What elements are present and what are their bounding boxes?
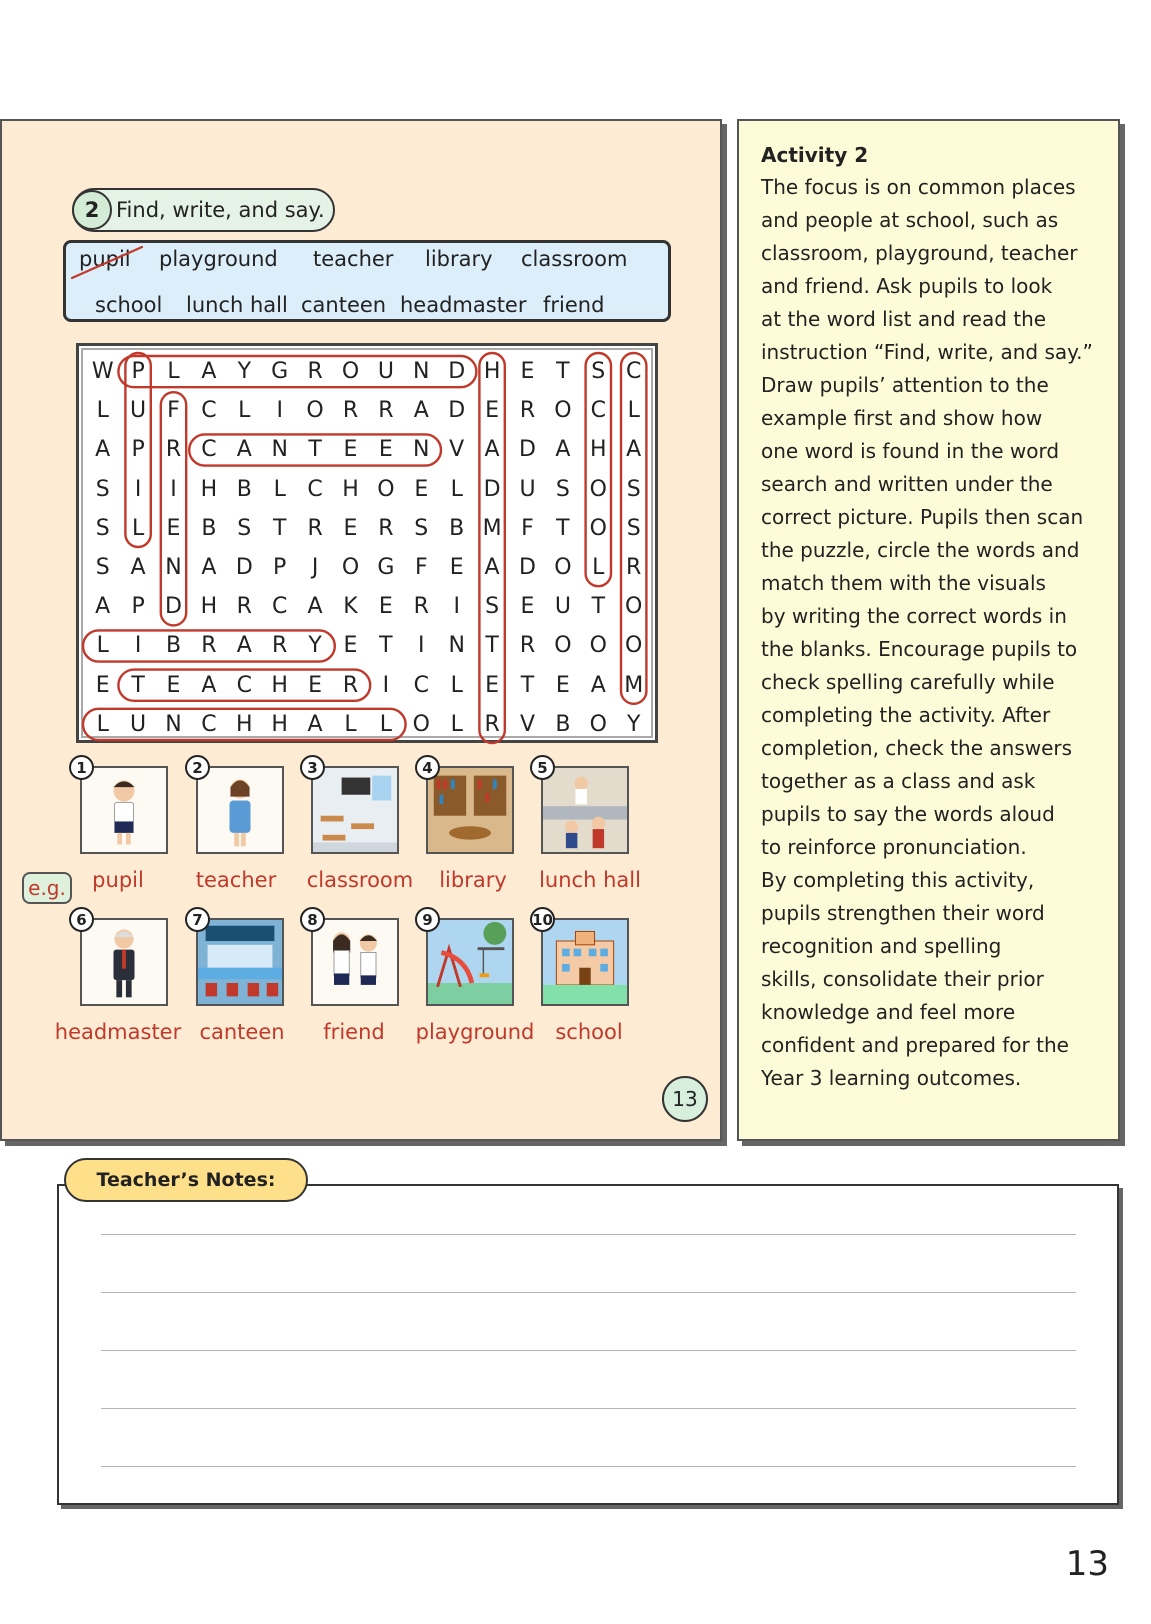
picture-number: 10 <box>530 907 555 932</box>
answer-label: teacher <box>195 868 277 892</box>
grid-letter: H <box>271 672 288 698</box>
grid-letter: T <box>131 672 145 698</box>
grid-letter: G <box>271 359 289 385</box>
grid-letter: O <box>625 633 643 659</box>
grid-letter: H <box>200 476 218 502</box>
grid-letter: A <box>95 437 111 463</box>
grid-letter: T <box>591 594 606 620</box>
grid-letter: S <box>95 555 110 581</box>
grid-letter: N <box>413 359 430 385</box>
circled-word-classroom <box>621 353 646 704</box>
grid-letter: K <box>343 594 358 620</box>
grid-letter: U <box>519 476 536 502</box>
grid-letter: S <box>626 515 641 541</box>
grid-letter: R <box>378 515 394 541</box>
grid-letter: C <box>201 398 217 424</box>
grid-letter: E <box>449 555 464 581</box>
school-building-illustration-icon <box>541 918 629 1006</box>
grid-letter: A <box>201 555 217 581</box>
grid-letter: R <box>165 437 182 463</box>
grid-letter: R <box>236 594 252 620</box>
grid-letter: V <box>449 437 465 463</box>
grid-letter: M <box>624 672 644 698</box>
grid-letter: S <box>95 515 110 541</box>
grid-letter: E <box>485 672 500 698</box>
grid-letter: L <box>273 476 286 502</box>
word-bank-item: playground <box>159 247 278 271</box>
grid-letter: D <box>448 359 466 385</box>
grid-letter: H <box>271 711 288 737</box>
grid-letter: S <box>414 515 429 541</box>
writing-line <box>101 1292 1076 1293</box>
grid-letter: E <box>378 437 393 463</box>
picture-number: 3 <box>300 755 325 780</box>
grid-letter: C <box>590 398 606 424</box>
grid-letter: S <box>485 594 500 620</box>
answer-label: school <box>555 1020 623 1044</box>
grid-letter: P <box>131 359 145 385</box>
grid-letter: C <box>201 437 217 463</box>
grid-letter: B <box>201 515 217 541</box>
grid-letter: M <box>482 515 502 541</box>
grid-letter: T <box>308 437 322 463</box>
circled-word-playground <box>118 356 476 387</box>
circled-word-canteen <box>189 434 441 465</box>
grid-letter: L <box>131 515 145 541</box>
grid-letter: E <box>343 515 358 541</box>
headmaster-illustration-icon <box>80 918 168 1006</box>
grid-letter: H <box>200 594 218 620</box>
grid-letter: S <box>237 515 252 541</box>
answer-label: friend <box>323 1020 385 1044</box>
grid-letter: A <box>201 359 217 385</box>
circled-word-teacher <box>118 670 370 701</box>
grid-letter: R <box>307 359 323 385</box>
grid-letter: A <box>626 437 642 463</box>
instruction-text: Find, write, and say. <box>116 198 325 222</box>
writing-line <box>101 1408 1076 1409</box>
grid-letter: A <box>130 555 146 581</box>
grid-letter: L <box>450 672 463 698</box>
grid-letter: U <box>554 594 571 620</box>
picture-number: 1 <box>69 755 94 780</box>
grid-letter: O <box>554 555 572 581</box>
grid-letter: A <box>484 555 500 581</box>
grid-letter: T <box>485 633 499 659</box>
grid-letter: D <box>519 437 536 463</box>
grid-letter: S <box>591 359 606 385</box>
grid-letter: B <box>165 633 182 659</box>
word-bank-item: teacher <box>313 247 394 271</box>
grid-letter: O <box>625 594 643 620</box>
grid-letter: R <box>342 672 359 698</box>
picture-number: 9 <box>415 907 440 932</box>
grid-letter: I <box>418 633 425 659</box>
answer-label: lunch hall <box>539 868 641 892</box>
grid-letter: A <box>590 672 606 698</box>
grid-letter: C <box>413 672 429 698</box>
grid-letter: N <box>448 633 465 659</box>
grid-letter: O <box>589 711 607 737</box>
activity-instruction <box>72 188 335 232</box>
grid-letter: I <box>134 476 142 502</box>
word-bank-item: headmaster <box>400 293 527 317</box>
picture-number: 2 <box>185 755 210 780</box>
grid-letter: H <box>342 476 359 502</box>
circled-word-friend <box>161 392 186 625</box>
grid-letter: O <box>554 398 572 424</box>
example-badge: e.g. <box>22 872 72 904</box>
playground-illustration-icon <box>426 918 514 1006</box>
teacher-guidance-panel <box>737 119 1120 1141</box>
grid-letter: B <box>555 711 571 737</box>
grid-letter: L <box>96 711 109 737</box>
word-bank-item: friend <box>543 293 605 317</box>
answer-label: classroom <box>306 868 414 892</box>
grid-letter: H <box>590 437 607 463</box>
page-number: 13 <box>1065 1544 1109 1584</box>
grid-letter: A <box>236 437 252 463</box>
grid-letter: R <box>272 633 288 659</box>
answer-label: canteen <box>199 1020 285 1044</box>
grid-letter: O <box>589 633 607 659</box>
grid-letter: P <box>131 437 145 463</box>
grid-letter: F <box>521 515 534 541</box>
grid-letter: N <box>165 555 182 581</box>
grid-letter: I <box>134 633 142 659</box>
note-heading: Activity 2 <box>761 143 869 167</box>
grid-letter: O <box>377 476 395 502</box>
teacher-illustration-icon <box>196 766 284 854</box>
grid-letter: F <box>414 555 428 581</box>
grid-letter: D <box>165 594 182 620</box>
grid-letter: C <box>236 672 252 698</box>
grid-letter: T <box>556 359 570 385</box>
grid-letter: C <box>272 594 288 620</box>
grid-letter: R <box>413 594 429 620</box>
grid-letter: R <box>307 515 323 541</box>
grid-letter: E <box>520 594 535 620</box>
grid-letter: A <box>95 594 111 620</box>
classroom-illustration-icon <box>311 766 399 854</box>
grid-letter: A <box>236 633 252 659</box>
inner-page-number: 13 <box>662 1076 708 1122</box>
canteen-illustration-icon <box>196 918 284 1006</box>
grid-letter: T <box>520 672 535 698</box>
grid-letter: L <box>379 711 393 737</box>
grid-letter: C <box>626 359 642 385</box>
grid-letter: U <box>377 359 394 385</box>
grid-letter: E <box>555 672 570 698</box>
grid-letter: S <box>626 476 641 502</box>
grid-letter: E <box>166 515 181 541</box>
grid-letter: L <box>450 476 463 502</box>
grid-letter: A <box>307 711 323 737</box>
word-bank-item: classroom <box>521 247 628 271</box>
lunch-hall-illustration-icon <box>541 766 629 854</box>
grid-letter: E <box>95 672 110 698</box>
grid-letter: E <box>520 359 535 385</box>
grid-letter: A <box>201 672 217 698</box>
grid-letter: D <box>483 476 501 502</box>
grid-letter: R <box>378 398 394 424</box>
grid-letter: Y <box>237 359 252 385</box>
grid-letter: R <box>519 633 536 659</box>
picture-number: 7 <box>185 907 210 932</box>
grid-letter: L <box>344 711 357 737</box>
answer-label: headmaster <box>54 1020 182 1044</box>
grid-letter: A <box>307 594 323 620</box>
writing-line <box>101 1350 1076 1351</box>
library-illustration-icon <box>426 766 514 854</box>
picture-number: 6 <box>69 907 94 932</box>
circled-word-headmaster <box>479 353 504 743</box>
grid-letter: E <box>485 398 500 424</box>
word-bank-item: pupil <box>79 247 131 271</box>
writing-line <box>101 1466 1076 1467</box>
grid-letter: L <box>167 359 180 385</box>
grid-letter: I <box>453 594 460 620</box>
grid-letter: W <box>91 359 114 385</box>
grid-letter: O <box>341 555 360 581</box>
word-bank-item: lunch hall <box>186 293 288 317</box>
grid-letter: S <box>95 476 110 502</box>
grid-letter: R <box>342 398 359 424</box>
grid-letter: P <box>273 555 287 581</box>
teachers-notes-label: Teacher’s Notes: <box>64 1158 308 1202</box>
grid-letter: V <box>519 711 536 737</box>
grid-letter: B <box>236 476 252 502</box>
grid-letter: L <box>96 633 109 659</box>
answer-label: pupil <box>92 868 144 892</box>
grid-letter: H <box>483 359 501 385</box>
friends-illustration-icon <box>311 918 399 1006</box>
grid-letter: E <box>308 672 323 698</box>
word-bank-item: school <box>95 293 163 317</box>
grid-letter: D <box>519 555 536 581</box>
picture-number: 8 <box>300 907 325 932</box>
grid-letter: I <box>382 672 390 698</box>
grid-letter: O <box>589 476 607 502</box>
grid-letter: I <box>170 476 177 502</box>
word-bank-item: canteen <box>301 293 387 317</box>
answer-label: library <box>439 868 507 892</box>
grid-letter: J <box>311 555 319 581</box>
grid-letter: I <box>276 398 283 424</box>
grid-letter: R <box>484 711 500 737</box>
activity-number: 2 <box>72 190 112 230</box>
grid-letter: R <box>519 398 536 424</box>
grid-letter: E <box>343 437 358 463</box>
circled-word-school <box>586 353 611 586</box>
grid-letter: C <box>307 476 323 502</box>
word-bank <box>63 240 671 322</box>
circled-word-library <box>83 630 335 661</box>
grid-letter: Y <box>308 633 322 659</box>
grid-letter: R <box>626 555 642 581</box>
grid-letter: U <box>130 398 147 424</box>
found-word-circles <box>79 346 661 746</box>
grid-letter: A <box>413 398 429 424</box>
grid-letter: T <box>379 633 393 659</box>
grid-letter: E <box>343 633 358 659</box>
grid-letter: L <box>96 398 109 424</box>
grid-letter: E <box>166 672 181 698</box>
grid-letter: A <box>484 437 500 463</box>
circled-word-lunchhall <box>83 709 406 740</box>
answer-label: playground <box>415 1020 535 1044</box>
grid-letter: O <box>412 711 430 737</box>
grid-letter: D <box>235 555 253 581</box>
grid-letter: E <box>378 594 393 620</box>
grid-letter: N <box>413 437 430 463</box>
note-body: The focus is on common places and people at school, such as classroom, playground, teacher and friend. Ask pupils to look at the word list and read the instruction “Find, write, and say.” Draw pupils’ attention to the example first and show how one word is found in the word search and written under the correct picture. Pupils then scan the puzzle, circle the words and match them with the visuals by writing the correct words in the blanks. Encourage pupils to check spelling carefully while completing the activity. After completion, check the answers together as a class and ask pupils to say the words aloud to reinforce pronunciation. By completing this activity, pupils strengthen their word recognition and spelling skills, consolidate their prior knowledge and feel more confident and prepared for the Year 3 learning outcomes. <box>761 175 1093 1090</box>
grid-letter: P <box>131 594 145 620</box>
grid-letter: T <box>556 515 570 541</box>
grid-letter: O <box>341 359 360 385</box>
picture-number: 5 <box>530 755 555 780</box>
strike-through-mark <box>70 242 148 284</box>
grid-letter: N <box>271 437 288 463</box>
pupil-illustration-icon <box>80 766 168 854</box>
writing-line <box>101 1234 1076 1235</box>
grid-letter: T <box>272 515 287 541</box>
word-bank-item: library <box>425 247 493 271</box>
grid-letter: N <box>165 711 182 737</box>
grid-letter: H <box>236 711 253 737</box>
grid-letter: E <box>414 476 429 502</box>
teachers-notes-box <box>57 1184 1119 1505</box>
word-search-grid <box>76 343 658 743</box>
grid-letter: O <box>589 515 607 541</box>
grid-letter: D <box>448 398 466 424</box>
grid-letter: L <box>238 398 251 424</box>
picture-number: 4 <box>415 755 440 780</box>
grid-letter: R <box>201 633 217 659</box>
grid-letter: G <box>377 555 395 581</box>
grid-letter: B <box>449 515 465 541</box>
grid-letter: S <box>555 476 570 502</box>
grid-letter: F <box>167 398 180 424</box>
grid-letter: A <box>555 437 571 463</box>
grid-letter: O <box>554 633 572 659</box>
grid-letter: O <box>306 398 324 424</box>
grid-letter: C <box>201 711 217 737</box>
grid-letter: L <box>592 555 605 581</box>
grid-letter: Y <box>626 711 641 737</box>
grid-letter: U <box>130 711 147 737</box>
circled-word-pupil <box>125 353 150 547</box>
grid-letter: L <box>450 711 463 737</box>
grid-letter: L <box>627 398 640 424</box>
